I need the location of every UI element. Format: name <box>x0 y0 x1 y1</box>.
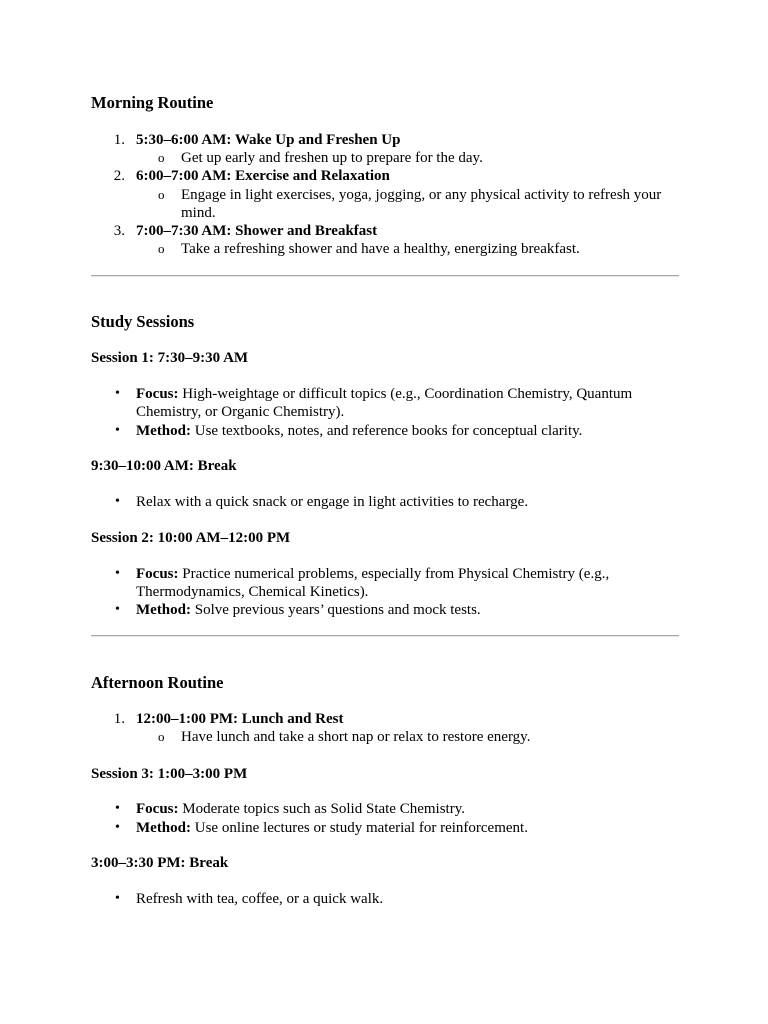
bullet-icon: • <box>115 423 120 438</box>
method-label: Method: <box>136 602 191 618</box>
list-item-title: 12:00–1:00 PM: Lunch and Rest <box>136 711 344 727</box>
focus-description: High-weightage or difficult topics (e.g., Coordination Chemistry, Quantum Chemistry, or Organic Chemistry). <box>136 386 633 420</box>
sub-bullet-icon: o <box>158 187 165 202</box>
session-3-title: Session 3: 1:00–3:00 PM <box>91 766 248 782</box>
focus-description: Practice numerical problems, especially from Physical Chemistry (e.g., Thermodynamics, Chemical Kinetics). <box>136 566 610 600</box>
focus-text <box>136 385 679 421</box>
break-description: Relax with a quick snack or engage in light activities to recharge. <box>136 494 529 510</box>
method-text <box>136 819 679 837</box>
break-2-title: 3:00–3:30 PM: Break <box>91 855 229 871</box>
bullet-icon: • <box>115 602 120 617</box>
list-item-detail: Engage in light exercises, yoga, jogging, or any physical activity to refresh your mind. <box>181 187 662 221</box>
sub-bullet-icon: o <box>158 729 165 744</box>
study-sessions-heading: Study Sessions <box>91 312 195 331</box>
method-label: Method: <box>136 820 191 836</box>
list-number: 3. <box>113 223 125 239</box>
list-item-title: 5:30–6:00 AM: Wake Up and Freshen Up <box>136 132 401 148</box>
horizontal-rule <box>91 275 679 277</box>
focus-text <box>136 800 679 818</box>
focus-label: Focus: <box>136 801 179 817</box>
list-item-detail: Have lunch and take a short nap or relax to restore energy. <box>181 729 531 745</box>
morning-routine-heading: Morning Routine <box>91 93 214 112</box>
bullet-icon: • <box>115 494 120 509</box>
break-1-title: 9:30–10:00 AM: Break <box>91 458 237 474</box>
method-description: Solve previous years’ questions and mock tests. <box>194 602 481 618</box>
session-2-title: Session 2: 10:00 AM–12:00 PM <box>91 530 291 546</box>
horizontal-rule <box>91 635 679 637</box>
focus-text <box>136 565 679 601</box>
list-number: 1. <box>113 711 125 727</box>
sub-bullet-icon: o <box>158 150 165 165</box>
list-number: 1. <box>113 132 125 148</box>
bullet-icon: • <box>115 566 120 581</box>
bullet-icon: • <box>115 801 120 816</box>
method-text <box>136 422 679 440</box>
method-description: Use textbooks, notes, and reference books for conceptual clarity. <box>194 423 583 439</box>
list-item-title: 6:00–7:00 AM: Exercise and Relaxation <box>136 168 390 184</box>
list-item-detail: Take a refreshing shower and have a healthy, energizing breakfast. <box>181 241 580 257</box>
bullet-icon: • <box>115 386 120 401</box>
list-item-title: 7:00–7:30 AM: Shower and Breakfast <box>136 223 378 239</box>
focus-label: Focus: <box>136 566 179 582</box>
afternoon-routine-heading: Afternoon Routine <box>91 673 224 692</box>
list-number: 2. <box>113 168 125 184</box>
focus-description: Moderate topics such as Solid State Chemistry. <box>182 801 465 817</box>
list-item-detail: Get up early and freshen up to prepare for the day. <box>181 150 483 166</box>
method-text <box>136 601 679 619</box>
bullet-icon: • <box>115 891 120 906</box>
bullet-icon: • <box>115 820 120 835</box>
sub-bullet-icon: o <box>158 241 165 256</box>
focus-label: Focus: <box>136 386 179 402</box>
method-description: Use online lectures or study material for reinforcement. <box>194 820 528 836</box>
session-1-title: Session 1: 7:30–9:30 AM <box>91 350 249 366</box>
method-label: Method: <box>136 423 191 439</box>
break-description: Refresh with tea, coffee, or a quick walk. <box>136 891 384 907</box>
